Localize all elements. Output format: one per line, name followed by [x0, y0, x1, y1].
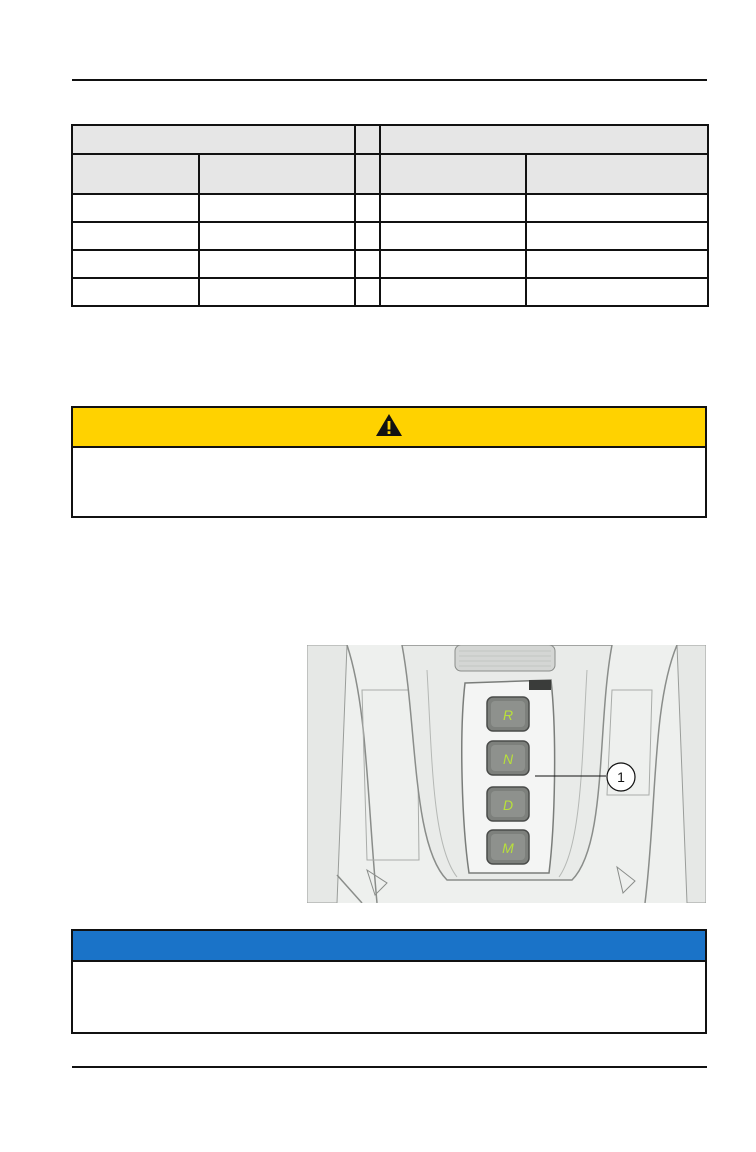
table-subheader-cell: [199, 154, 355, 194]
gear-button-label: N: [502, 751, 514, 767]
gear-button-label: M: [502, 840, 514, 856]
table-cell: [199, 250, 355, 278]
table-header-row: [72, 125, 708, 154]
notice-body: [73, 962, 705, 978]
table-cell: [199, 194, 355, 222]
gear-button-d[interactable]: [487, 787, 529, 821]
table-cell-gap: [355, 278, 380, 306]
warning-banner: [73, 408, 705, 448]
warning-triangle-icon: [375, 413, 403, 442]
table-cell: [526, 222, 708, 250]
footer-rule: [72, 1066, 707, 1068]
gear-button-n[interactable]: [487, 741, 529, 775]
table-cell-gap: [355, 250, 380, 278]
table-header-cell-gap: [355, 125, 380, 154]
gear-button-m[interactable]: [487, 830, 529, 864]
gear-button-label: R: [502, 707, 514, 723]
spec-table: [71, 124, 709, 307]
table-row: [72, 278, 708, 306]
table-row: [72, 250, 708, 278]
table-cell: [199, 278, 355, 306]
table-subheader-cell: [72, 154, 199, 194]
notice-box: [71, 929, 707, 1034]
callout-number: 1: [617, 769, 625, 785]
table-cell: [380, 194, 526, 222]
table-subheader-cell: [380, 154, 526, 194]
table-cell: [526, 278, 708, 306]
table-cell: [72, 222, 199, 250]
table-subheader-cell: [526, 154, 708, 194]
table-cell-gap: [355, 194, 380, 222]
table-header-cell-left: [72, 125, 355, 154]
table-subheader-row: [72, 154, 708, 194]
table-row: [72, 222, 708, 250]
table-subheader-cell-gap: [355, 154, 380, 194]
gear-button-r[interactable]: [487, 697, 529, 731]
table-cell-gap: [355, 222, 380, 250]
table-cell: [380, 222, 526, 250]
warning-box: [71, 406, 707, 518]
notice-banner: [73, 931, 705, 962]
table-cell: [526, 194, 708, 222]
table-cell: [526, 250, 708, 278]
table-row: [72, 194, 708, 222]
table-cell: [380, 278, 526, 306]
table-header-cell-right: [380, 125, 708, 154]
warning-body: [73, 448, 705, 464]
header-rule: [72, 79, 707, 81]
table-cell: [380, 250, 526, 278]
table-cell: [72, 278, 199, 306]
table-cell: [199, 222, 355, 250]
gear-selector-figure: [307, 645, 706, 903]
table-cell: [72, 194, 199, 222]
table-cell: [72, 250, 199, 278]
gear-button-label: D: [502, 797, 514, 813]
